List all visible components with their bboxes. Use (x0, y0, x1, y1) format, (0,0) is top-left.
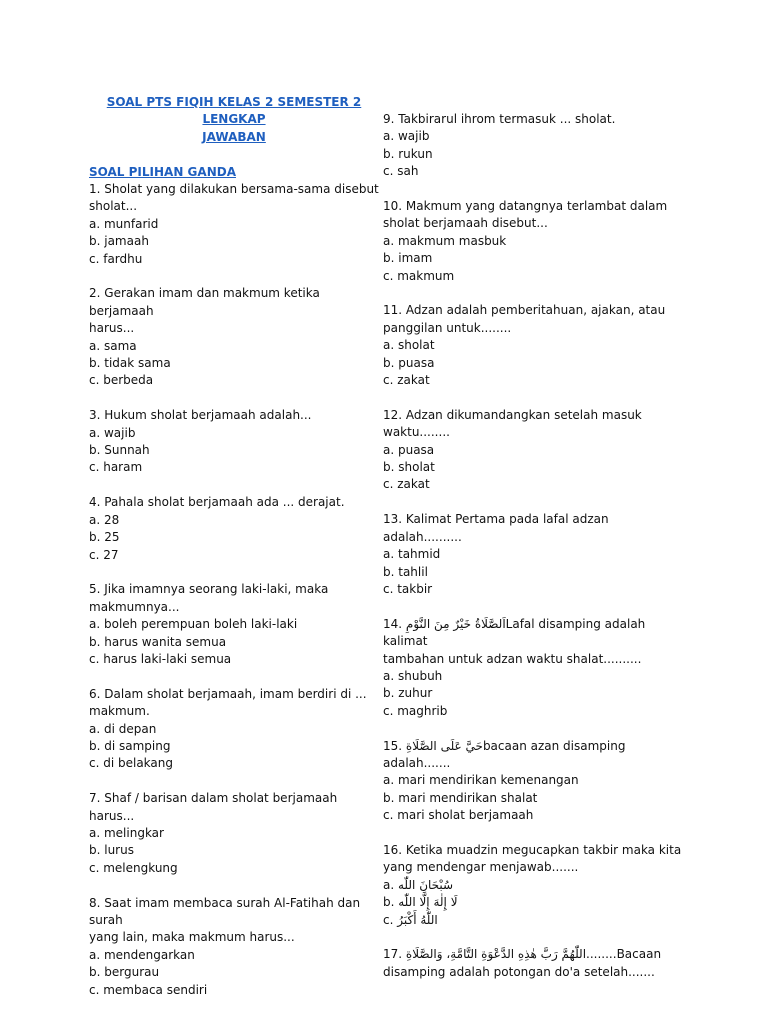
question-text: makmumnya... (89, 599, 180, 614)
answer-option: c. membaca sendiri (89, 982, 208, 997)
question-text: yang lain, maka makmum harus... (89, 930, 295, 945)
question-text: harus... (89, 321, 135, 336)
question-text: makmum. (89, 704, 150, 719)
answer-option: a. wajib (383, 129, 430, 144)
right-column (383, 111, 683, 999)
answer-option: a. mari mendirikan kemenangan (383, 773, 579, 788)
answer-option: a. سُبْحَانَ اللّٰه (383, 877, 454, 892)
answer-option: b. sholat (383, 460, 435, 475)
question-list (383, 111, 683, 981)
answer-option: c. takbir (383, 581, 433, 596)
question-item (89, 581, 379, 668)
question-item (89, 181, 379, 268)
answer-option: b. mari mendirikan shalat (383, 790, 538, 805)
answer-option: a. di depan (89, 721, 157, 736)
answer-option: b. tahlil (383, 564, 428, 579)
question-item (89, 895, 379, 999)
question-text: 3. Hukum sholat berjamaah adalah... (89, 408, 312, 423)
answer-option: b. 25 (89, 530, 120, 545)
answer-option: a. makmum masbuk (383, 233, 507, 248)
answer-option: a. wajib (89, 425, 136, 440)
answer-option: b. imam (383, 251, 433, 266)
question-text: 15. حَيَّ عَلَى الصَّلَاةِbacaan azan disamping adalah....... (383, 738, 630, 770)
answer-option: c. harus laki-laki semua (89, 651, 232, 666)
question-item (383, 946, 683, 981)
answer-option: a. shubuh (383, 668, 443, 683)
answer-option: b. puasa (383, 355, 435, 370)
answer-option: a. boleh perempuan boleh laki-laki (89, 617, 298, 632)
answer-option: c. sah (383, 164, 419, 179)
question-text: 7. Shaf / barisan dalam sholat berjamaah harus... (89, 791, 342, 823)
question-text: 16. Ketika muadzin megucapkan takbir maka kita (383, 842, 682, 857)
answer-option: a. tahmid (383, 547, 441, 562)
answer-option: a. melingkar (89, 825, 164, 840)
question-text: sholat berjamaah disebut... (383, 216, 548, 231)
question-text: waktu........ (383, 425, 450, 440)
question-item (89, 285, 379, 389)
question-item (383, 738, 683, 825)
answer-option: a. sama (89, 338, 137, 353)
answer-option: c. zakat (383, 477, 430, 492)
question-text: 13. Kalimat Pertama pada lafal adzan adalah.......... (383, 512, 613, 544)
answer-option: c. zakat (383, 373, 430, 388)
question-text: 11. Adzan adalah pemberitahuan, ajakan, atau (383, 303, 666, 318)
question-text: sholat... (89, 199, 138, 214)
answer-option: a. mendengarkan (89, 947, 195, 962)
question-item (383, 198, 683, 285)
answer-option: b. bergurau (89, 965, 160, 980)
page-title (89, 94, 379, 146)
page-title-line: SOAL PTS FIQIH KELAS 2 SEMESTER 2 LENGKAP (106, 95, 362, 127)
answer-option: c. maghrib (383, 703, 448, 718)
question-text: yang mendengar menjawab....... (383, 860, 579, 875)
question-text: 6. Dalam sholat berjamaah, imam berdiri di ... (89, 686, 367, 701)
question-item (89, 686, 379, 773)
question-text: 4. Pahala sholat berjamaah ada ... derajat. (89, 495, 345, 510)
answer-option: a. puasa (383, 442, 435, 457)
question-item (89, 790, 379, 877)
question-item (383, 511, 683, 598)
question-text: tambahan untuk adzan waktu shalat.......... (383, 651, 642, 666)
answer-option: b. lurus (89, 843, 134, 858)
answer-option: a. munfarid (89, 216, 159, 231)
question-item (383, 842, 683, 929)
answer-option: b. rukun (383, 146, 433, 161)
answer-option: c. 27 (89, 547, 119, 562)
question-item (89, 494, 379, 564)
answer-option: c. اللّٰهُ أَكْبَرُ (383, 912, 438, 927)
answer-option: b. jamaah (89, 234, 149, 249)
question-item (383, 616, 683, 720)
answer-option: b. tidak sama (89, 356, 171, 371)
answer-option: c. mari sholat berjamaah (383, 808, 534, 823)
page-title-line: JAWABAN (202, 129, 266, 144)
answer-option: a. sholat (383, 338, 435, 353)
question-text: 1. Sholat yang dilakukan bersama-sama disebut (89, 182, 379, 197)
question-item (383, 302, 683, 389)
answer-option: c. fardhu (89, 251, 143, 266)
question-text: 10. Makmum yang datangnya terlambat dalam (383, 199, 668, 214)
answer-option: c. haram (89, 460, 143, 475)
question-item (383, 111, 683, 181)
left-column (89, 94, 379, 1016)
question-text: 5. Jika imamnya seorang laki-laki, maka (89, 582, 329, 597)
answer-option: b. zuhur (383, 686, 433, 701)
answer-option: b. di samping (89, 738, 171, 753)
question-text: 8. Saat imam membaca surah Al-Fatihah dan surah (89, 895, 364, 927)
question-text: disamping adalah potongan do'a setelah....... (383, 964, 655, 979)
question-text: 12. Adzan dikumandangkan setelah masuk (383, 407, 642, 422)
answer-option: c. melengkung (89, 860, 178, 875)
question-text: 14. اَلصَّلَاةُ خَيْرٌ مِنَ النَّوْمِLafal disamping adalah kalimat (383, 616, 650, 649)
answer-option: b. harus wanita semua (89, 634, 227, 649)
question-list (89, 181, 379, 999)
answer-option: a. 28 (89, 512, 120, 527)
question-text: 9. Takbirarul ihrom termasuk ... sholat. (383, 112, 616, 126)
answer-option: c. di belakang (89, 756, 173, 771)
question-text: panggilan untuk........ (383, 320, 512, 335)
answer-option: c. makmum (383, 268, 455, 283)
question-text: 17. اللّٰهُمَّ رَبَّ هٰذِهِ الدَّعْوَةِ التَّامَّةِ، وَالصَّلَاةِ........Bacaan (383, 947, 662, 962)
answer-option: b. لَا إِلٰهَ إِلَّا اللّٰه (383, 895, 458, 910)
question-text: 2. Gerakan imam dan makmum ketika berjamaah (89, 286, 324, 318)
answer-option: b. Sunnah (89, 443, 150, 458)
section-title: SOAL PILIHAN GANDA (89, 164, 236, 179)
answer-option: c. berbeda (89, 373, 154, 388)
question-item (383, 407, 683, 494)
question-item (89, 407, 379, 477)
